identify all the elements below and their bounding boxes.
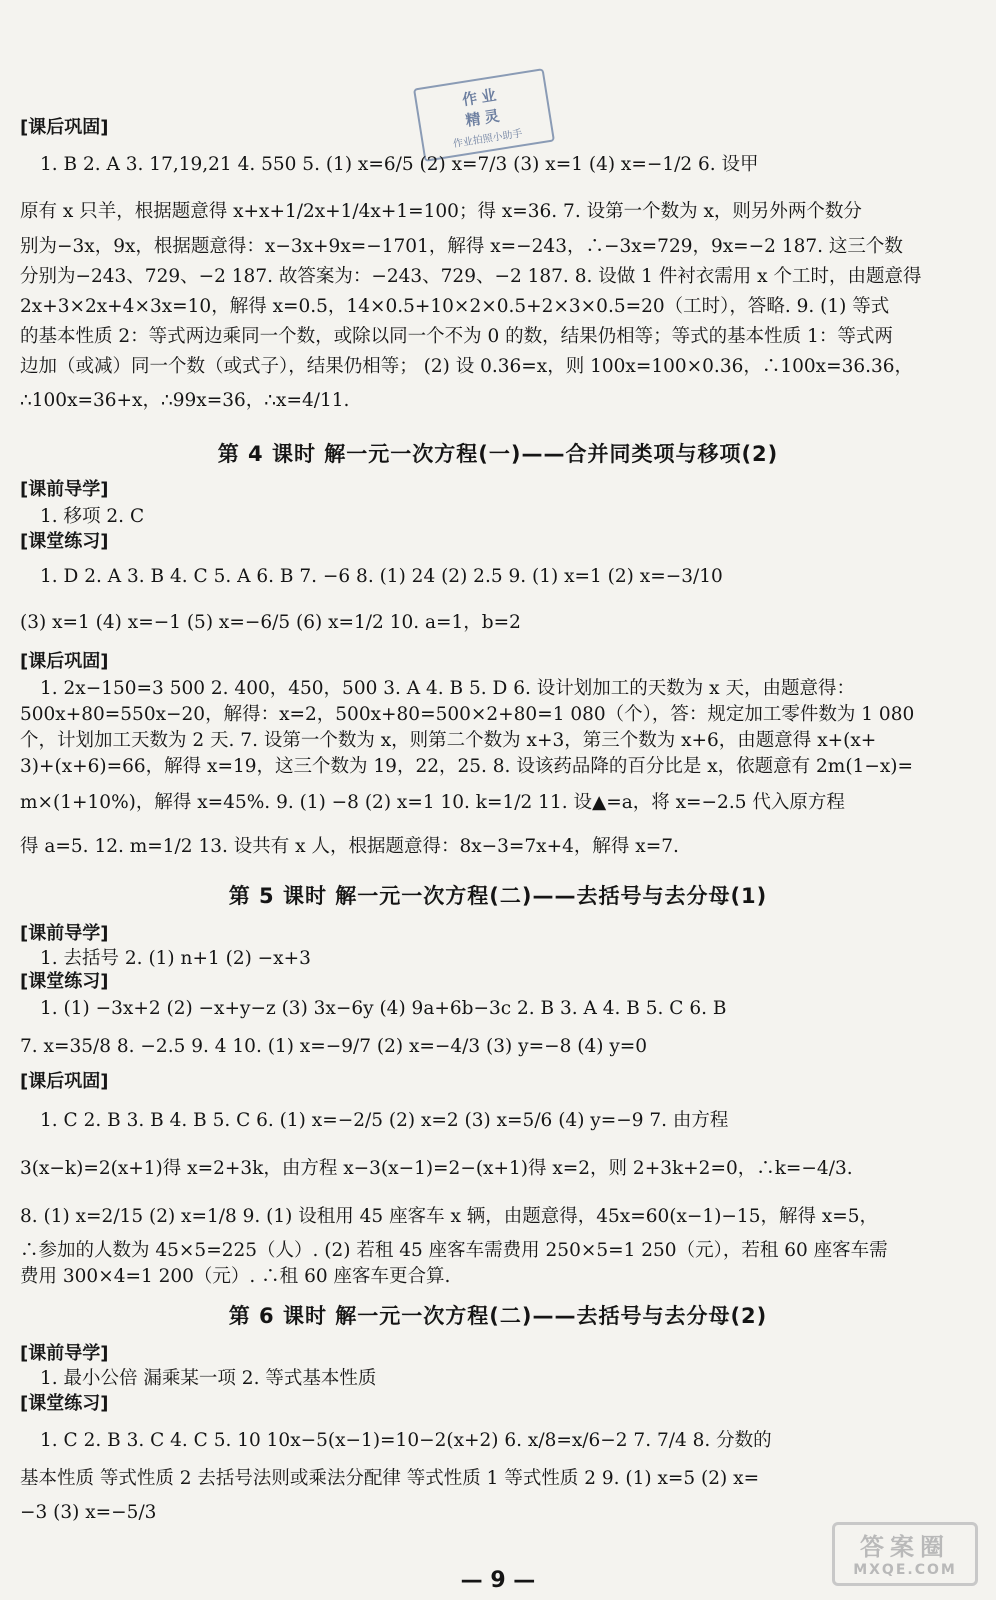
answer-line: 别为−3x，9x，根据题意得：x−3x+9x=−1701，解得 x=−243，∴−3x=729，9x=−2 187. 这三个数 — [20, 236, 903, 257]
section-header: [课堂练习] — [20, 1393, 109, 1414]
answer-line: 8. (1) x=2/15 (2) x=1/8 9. (1) 设租用 45 座客车 x 辆，由题意得，45x=60(x−1)−15，解得 x=5， — [20, 1206, 879, 1227]
answer-line: 1. 去括号 2. (1) n+1 (2) −x+3 — [40, 948, 311, 969]
answer-line: 1. 最小公倍 漏乘某一项 2. 等式基本性质 — [40, 1368, 377, 1389]
answer-line: 3)+(x+6)=66，解得 x=19，这三个数为 19，22，25. 8. 设该药品降的百分比是 x，依题意有 2m(1−x)= — [20, 756, 913, 777]
stamp-text-3: 作业拍照小助手 — [452, 128, 524, 151]
section-header: [课前导学] — [20, 1343, 109, 1364]
answer-line: 1. B 2. A 3. 17,19,21 4. 550 5. (1) x=6/5 (2) x=7/3 (3) x=1 (4) x=−1/2 6. 设甲 — [40, 154, 759, 175]
watermark-logo — [832, 1522, 978, 1586]
section-header: [课后巩固] — [20, 1071, 109, 1092]
answer-line: 基本性质 等式性质 2 去括号法则或乘法分配律 等式性质 1 等式性质 2 9. (1) x=5 (2) x= — [20, 1468, 760, 1489]
answer-line: 1. 2x−150=3 500 2. 400，450，500 3. A 4. B 5. D 6. 设计划加工的天数为 x 天，由题意得： — [40, 678, 855, 699]
answer-line: 得 a=5. 12. m=1/2 13. 设共有 x 人，根据题意得：8x−3=7x+4，解得 x=7. — [20, 836, 679, 857]
answer-line: m×(1+10%)，解得 x=45%. 9. (1) −8 (2) x=1 10. k=1/2 11. 设▲=a，将 x=−2.5 代入原方程 — [20, 792, 845, 813]
answer-line: 1. C 2. B 3. C 4. C 5. 10 10x−5(x−1)=10−2(x+2) 6. x/8=x/6−2 7. 7/4 8. 分数的 — [40, 1430, 772, 1451]
answer-line: 2x+3×2x+4×3x=10，解得 x=0.5，14×0.5+10×2×0.5+2×3×0.5=20（工时），答略. 9. (1) 等式 — [20, 296, 890, 317]
answer-line: 3(x−k)=2(x+1)得 x=2+3k，由方程 x−3(x−1)=2−(x+1)得 x=2，则 2+3k+2=0，∴k=−4/3. — [20, 1158, 853, 1179]
answer-line: 的基本性质 2：等式两边乘同一个数，或除以同一个不为 0 的数，结果仍相等；等式的基本性质 1：等式两 — [20, 326, 893, 347]
page-number: — 9 — — [460, 1568, 536, 1593]
watermark-url: MXQE.COM — [853, 1562, 957, 1578]
answer-line: 费用 300×4=1 200（元）. ∴租 60 座客车更合算. — [20, 1266, 451, 1287]
lesson-title: 第 6 课时 解一元一次方程(二)——去括号与去分母(2) — [228, 1304, 768, 1328]
answer-line: 7. x=35/8 8. −2.5 9. 4 10. (1) x=−9/7 (2) x=−4/3 (3) y=−8 (4) y=0 — [20, 1036, 648, 1057]
stamp-text-1: 作业 — [460, 85, 502, 110]
section-header: [课后巩固] — [20, 651, 109, 672]
answer-line: ∴参加的人数为 45×5=225（人）. (2) 若租 45 座客车需费用 250×5=1 250（元），若租 60 座客车需 — [20, 1240, 888, 1261]
section-header: [课后巩固] — [20, 117, 109, 138]
answer-line: 个，计划加工天数为 2 天. 7. 设第一个数为 x，则第二个数为 x+3，第三个数为 x+6，由题意得 x+(x+ — [20, 730, 877, 751]
answer-line: 1. C 2. B 3. B 4. B 5. C 6. (1) x=−2/5 (2) x=2 (3) x=5/6 (4) y=−9 7. 由方程 — [40, 1110, 729, 1131]
answer-line: −3 (3) x=−5/3 — [20, 1502, 157, 1523]
answer-line: 边加（或减）同一个数（或式子），结果仍相等； (2) 设 0.36=x，则 100x=100×0.36，∴100x=36.36， — [20, 356, 914, 377]
answer-line: 分别为−243、729、−2 187. 故答案为：−243、729、−2 187. 8. 设做 1 件衬衣需用 x 个工时，由题意得 — [20, 266, 922, 287]
section-header: [课堂练习] — [20, 531, 109, 552]
lesson-title: 第 4 课时 解一元一次方程(一)——合并同类项与移项(2) — [217, 442, 779, 466]
watermark-text: 答案圈 — [860, 1533, 950, 1561]
answer-line: 1. (1) −3x+2 (2) −x+y−z (3) 3x−6y (4) 9a+6b−3c 2. B 3. A 4. B 5. C 6. B — [40, 998, 727, 1019]
answer-line: (3) x=1 (4) x=−1 (5) x=−6/5 (6) x=1/2 10. a=1，b=2 — [20, 612, 521, 633]
stamp-logo — [413, 68, 555, 162]
answer-line: 1. 移项 2. C — [40, 506, 145, 527]
answer-line: 500x+80=550x−20，解得：x=2，500x+80=500×2+80=1 080（个），答：规定加工零件数为 1 080 — [20, 704, 915, 725]
answer-line: 原有 x 只羊，根据题意得 x+x+1/2x+1/4x+1=100；得 x=36. 7. 设第一个数为 x，则另外两个数分 — [20, 201, 862, 222]
answer-line: ∴100x=36+x，∴99x=36，∴x=4/11. — [20, 390, 350, 411]
section-header: [课前导学] — [20, 479, 109, 500]
section-header: [课前导学] — [20, 923, 109, 944]
section-header: [课堂练习] — [20, 971, 109, 992]
answer-line: 1. D 2. A 3. B 4. C 5. A 6. B 7. −6 8. (1) 24 (2) 2.5 9. (1) x=1 (2) x=−3/10 — [40, 566, 723, 587]
stamp-text-2: 精灵 — [464, 106, 505, 130]
lesson-title: 第 5 课时 解一元一次方程(二)——去括号与去分母(1) — [228, 884, 768, 908]
